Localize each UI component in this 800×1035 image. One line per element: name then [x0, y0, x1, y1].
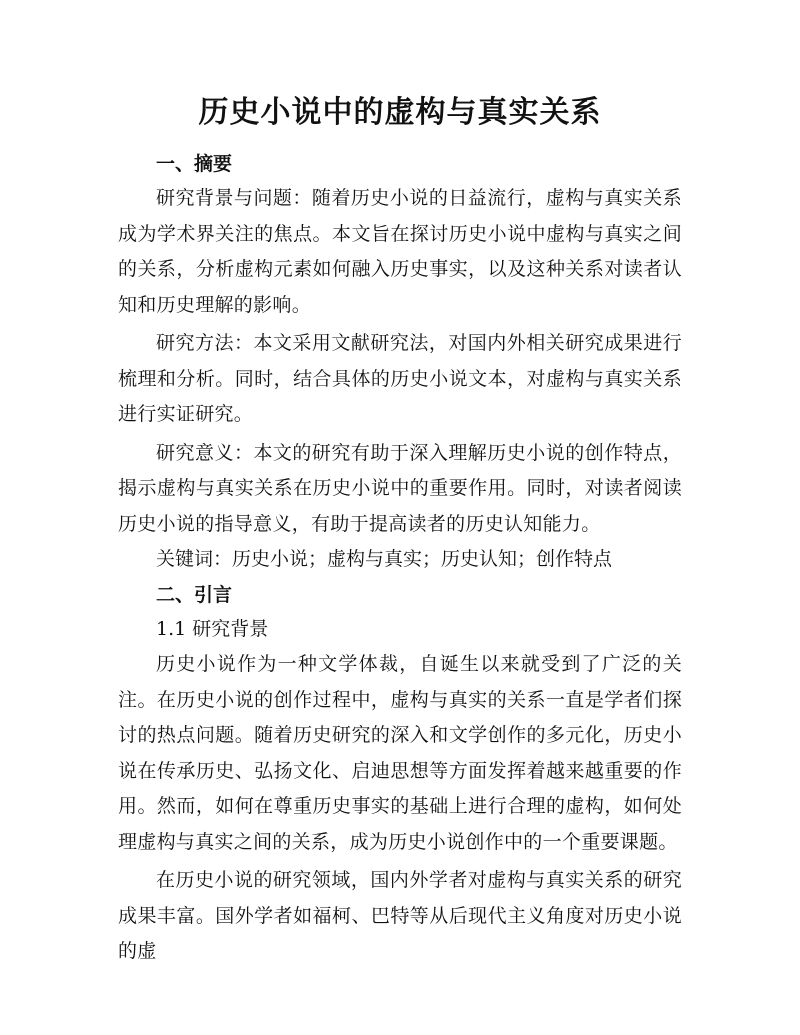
subheading-research-background: 1.1 研究背景 — [156, 617, 269, 640]
paragraph-intro-1: 历史小说作为一种文学体裁，自诞生以来就受到了广泛的关注。在历史小说的创作过程中，虚构与真实的关系一直是学者们探讨的热点问题。随着历史研究的深入和文学创作的多元化，历史小说在传承历史、弘扬文化、启迪思想等方面发挥着越来越重要的作用。然而，如何在尊重历史事实的基础上进行合理的虚构，如何处理虚构与真实之间的关系，成为历史小说创作中的一个重要课题。 — [118, 653, 682, 853]
paragraph-methods: 研究方法：本文采用文献研究法，对国内外相关研究成果进行梳理和分析。同时，结合具体的历史小说文本，对虚构与真实关系进行实证研究。 — [118, 332, 682, 425]
abstract-section — [118, 147, 682, 578]
paragraph-background: 研究背景与问题：随着历史小说的日益流行，虚构与真实关系成为学术界关注的焦点。本文旨在探讨历史小说中虚构与真实之间的关系，分析虚构元素如何融入历史事实，以及这种关系对读者认知和历史理解的影响。 — [118, 187, 682, 316]
document-title: 历史小说中的虚构与真实关系 — [198, 95, 602, 130]
paragraph-intro-2: 在历史小说的研究领域，国内外学者对虚构与真实关系的研究成果丰富。国外学者如福柯、巴特等从后现代主义角度对历史小说的虚 — [118, 869, 682, 962]
keywords-line: 关键词：历史小说；虚构与真实；历史认知；创作特点 — [156, 548, 613, 570]
paragraph-significance: 研究意义：本文的研究有助于深入理解历史小说的创作特点，揭示虚构与真实关系在历史小说中的重要作用。同时，对读者阅读历史小说的指导意义，有助于提高读者的历史认知能力。 — [118, 441, 682, 535]
section-heading-introduction: 二、引言 — [156, 583, 233, 606]
section-heading-abstract: 一、摘要 — [156, 153, 233, 175]
introduction-section — [118, 578, 682, 970]
